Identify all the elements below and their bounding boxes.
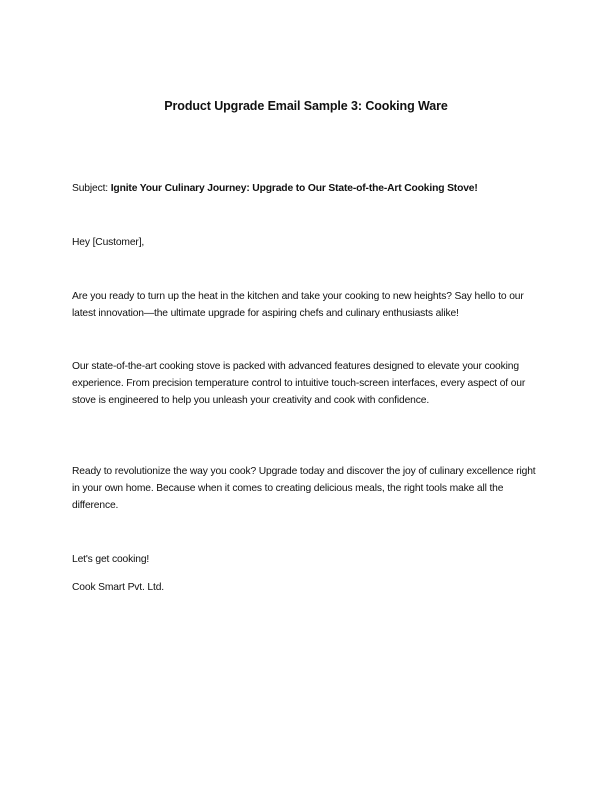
subject-text: Ignite Your Culinary Journey: Upgrade to Our State-of-the-Art Cooking Stove!	[110, 183, 478, 194]
email-paragraph-3: Ready to revolutionize the way you cook? Upgrade today and discover the joy of culinary excellence right in your own home. Because when it comes to creating delicious meals, the right tools make all the difference.	[72, 466, 536, 512]
email-paragraph-1: Are you ready to turn up the heat in the kitchen and take your cooking to new heights? Say hello to our latest innovation—the ultimate upgrade for aspiring chefs and culinary enthusiasts alike!	[72, 291, 524, 320]
document-title: Product Upgrade Email Sample 3: Cooking Ware	[164, 99, 448, 113]
email-greeting: Hey [Customer],	[72, 237, 145, 248]
subject-label: Subject:	[72, 183, 111, 194]
email-subject-line	[72, 180, 544, 197]
email-signature: Cook Smart Pvt. Ltd.	[72, 582, 164, 593]
email-paragraph-2: Our state-of-the-art cooking stove is packed with advanced features designed to elevate your cooking experience. From precision temperature control to intuitive touch-screen interfaces, every aspect of our stove is engineered to help you unleash your creativity and cook with confidence.	[72, 361, 526, 407]
email-closing: Let's get cooking!	[72, 554, 150, 565]
